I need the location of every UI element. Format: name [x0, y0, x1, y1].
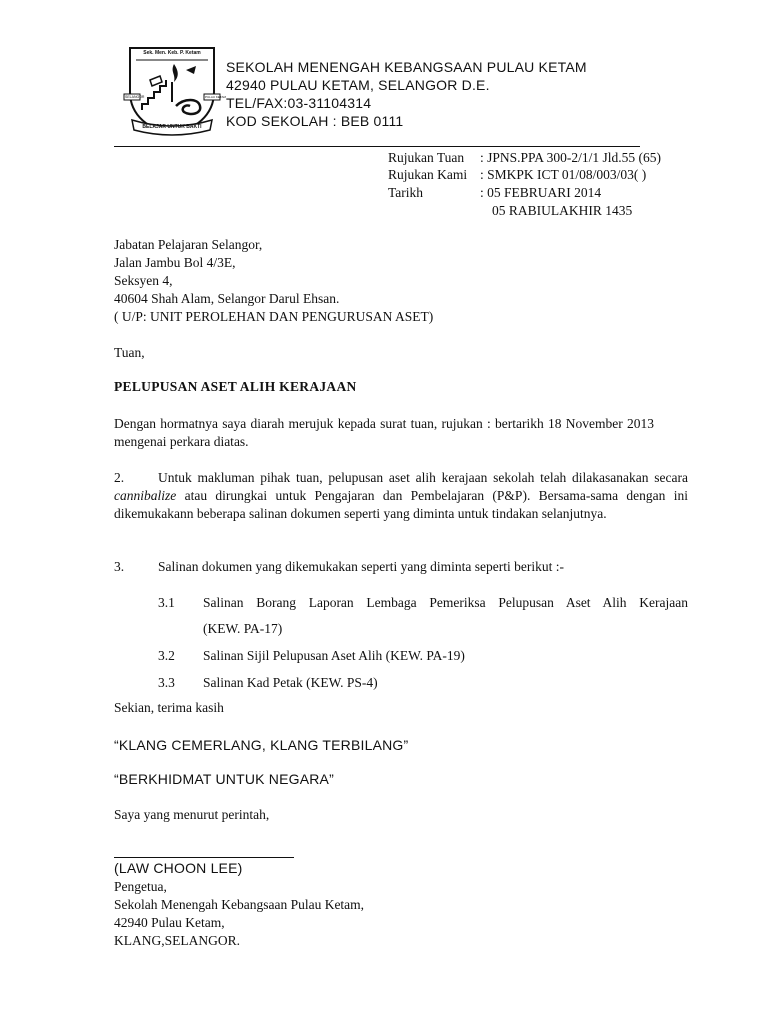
recipient-line-1: Jabatan Pelajaran Selangor,	[114, 237, 263, 252]
letterhead-divider	[114, 146, 640, 147]
paragraph-2-number: 2.	[114, 470, 125, 485]
letter-subject: PELUPUSAN ASET ALIH KERAJAAN	[114, 379, 357, 394]
paragraph-2-text-a: Untuk makluman pihak tuan, pelupusan aset alih kerajaan sekolah telah dilakasanakan secara	[158, 470, 688, 485]
closing-thanks: Sekian, terima kasih	[114, 700, 224, 715]
paragraph-3-number: 3.	[114, 559, 125, 574]
tarikh-hijri: 05 RABIULAKHIR 1435	[492, 203, 633, 218]
rujukan-kami-label: Rujukan Kami	[388, 167, 468, 182]
school-code: KOD SEKOLAH : BEB 0111	[226, 113, 404, 129]
paragraph-3: Salinan dokumen yang dikemukakan seperti yang diminta seperti berikut :-	[158, 559, 565, 574]
closing-order: Saya yang menurut perintah,	[114, 807, 270, 822]
rujukan-tuan-label: Rujukan Tuan	[388, 150, 465, 165]
signatory-city: KLANG,SELANGOR.	[114, 933, 240, 948]
tarikh-label: Tarikh	[388, 185, 424, 200]
slogan-2: “BERKHIDMAT UNTUK NEGARA”	[114, 771, 334, 787]
list-item-text: Salinan Sijil Pelupusan Aset Alih (KEW. PA-19)	[203, 648, 465, 663]
list-item-number: 3.2	[158, 648, 175, 663]
crest-top-text: Sek. Men. Keb. P. Ketam	[143, 50, 201, 56]
list-item-text: Salinan Kad Petak (KEW. PS-4)	[203, 675, 378, 690]
signatory-address: 42940 Pulau Ketam,	[114, 915, 225, 930]
school-address: 42940 PULAU KETAM, SELANGOR D.E.	[226, 77, 490, 93]
list-item-number: 3.1	[158, 595, 175, 610]
paragraph-2-italic: cannibalize	[114, 488, 177, 503]
crest-side-left: SELANGOR	[125, 95, 145, 99]
salutation: Tuan,	[114, 345, 145, 360]
recipient-line-5: ( U/P: UNIT PEROLEHAN DAN PENGURUSAN ASET)	[114, 309, 434, 324]
school-crest	[124, 42, 226, 138]
rujukan-kami-value: : SMKPK ICT 01/08/003/03( )	[480, 167, 647, 182]
crest-motto: BELAJAR UNTUK BAKTI	[142, 124, 202, 130]
paragraph-1: Dengan hormatnya saya diarah merujuk kepada surat tuan, rujukan : bertarikh 18 November 2013 mengenai perkara diatas.	[114, 416, 654, 449]
recipient-line-3: Seksyen 4,	[114, 273, 173, 288]
paragraph-2-text-b: atau dirungkai untuk Pengajaran dan Pembelajaran (P&P). Bersama-sama dengan ini dikemukakann beberapa salinan dokumen seperti yang diminta untuk tindakan selanjutnya.	[114, 488, 688, 521]
signatory-name: (LAW CHOON LEE)	[114, 860, 243, 876]
slogan-1: “KLANG CEMERLANG, KLANG TERBILANG”	[114, 737, 409, 753]
paragraph-2	[114, 469, 688, 523]
recipient-line-4: 40604 Shah Alam, Selangor Darul Ehsan.	[114, 291, 340, 306]
signature-line	[114, 857, 294, 858]
school-name: SEKOLAH MENENGAH KEBANGSAAN PULAU KETAM	[226, 59, 587, 75]
crest-side-right: PULAU KETAM	[205, 95, 226, 99]
signatory-school: Sekolah Menengah Kebangsaan Pulau Ketam,	[114, 897, 365, 912]
recipient-line-2: Jalan Jambu Bol 4/3E,	[114, 255, 236, 270]
list-item-text-continued: (KEW. PA-17)	[203, 621, 283, 636]
signatory-title: Pengetua,	[114, 879, 167, 894]
list-item-text: Salinan Borang Laporan Lembaga Pemeriksa Pelupusan Aset Alih Kerajaan	[203, 595, 688, 610]
list-item-number: 3.3	[158, 675, 175, 690]
rujukan-tuan-value: : JPNS.PPA 300-2/1/1 Jld.55 (65)	[480, 150, 662, 165]
tarikh-value: : 05 FEBRUARI 2014	[480, 185, 602, 200]
school-telfax: TEL/FAX:03-31104314	[226, 95, 372, 111]
